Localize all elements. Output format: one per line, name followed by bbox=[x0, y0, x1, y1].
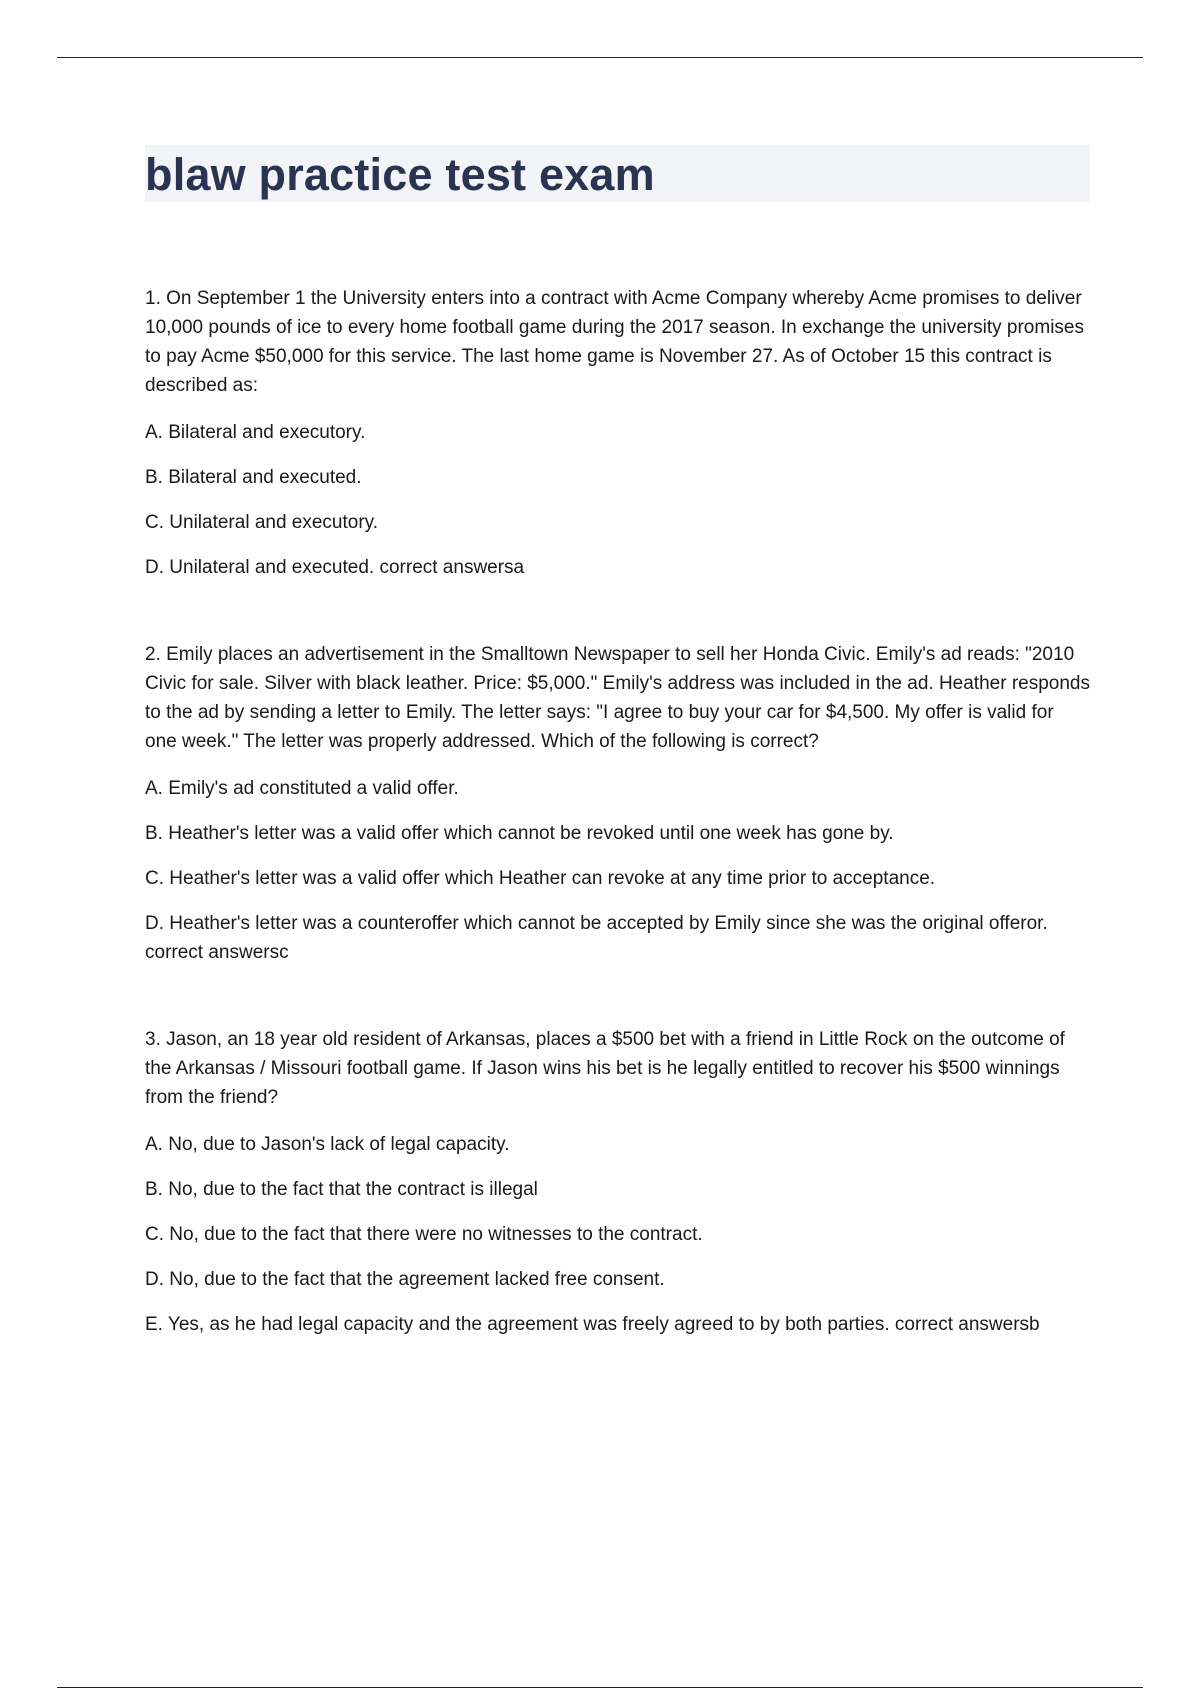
answer-option-d: D. Unilateral and executed. correct answersa bbox=[145, 557, 525, 578]
title-bar bbox=[145, 145, 1090, 202]
question-stem: 1. On September 1 the University enters into a contract with Acme Company whereby Acme promises to deliver 10,000 pounds of ice to every home football game during the 2017 season. In exchange the university promises to pay Acme $50,000 for this service. The last home game is November 27. As of October 15 this contract is described as: bbox=[145, 288, 1084, 396]
answer-option-d: D. Heather's letter was a counteroffer which cannot be accepted by Emily since she was the original offeror. correct answersc bbox=[145, 913, 1048, 963]
question-1 bbox=[145, 284, 1090, 582]
document-title: blaw practice test exam bbox=[145, 149, 655, 200]
answer-option-b: B. No, due to the fact that the contract is illegal bbox=[145, 1179, 538, 1200]
answer-option-c: C. Unilateral and executory. bbox=[145, 512, 379, 533]
question-3 bbox=[145, 1025, 1090, 1339]
footer-rule bbox=[57, 1687, 1143, 1688]
question-2 bbox=[145, 640, 1090, 967]
answer-option-c: C. No, due to the fact that there were no witnesses to the contract. bbox=[145, 1224, 703, 1245]
answer-option-c: C. Heather's letter was a valid offer which Heather can revoke at any time prior to acceptance. bbox=[145, 868, 936, 889]
answer-option-e: E. Yes, as he had legal capacity and the agreement was freely agreed to by both parties. correct answersb bbox=[145, 1314, 1040, 1335]
answer-option-a: A. No, due to Jason's lack of legal capacity. bbox=[145, 1134, 510, 1155]
answer-option-d: D. No, due to the fact that the agreement lacked free consent. bbox=[145, 1269, 665, 1290]
answer-option-b: B. Heather's letter was a valid offer which cannot be revoked until one week has gone by. bbox=[145, 823, 894, 844]
answer-option-a: A. Bilateral and executory. bbox=[145, 422, 366, 443]
page-content bbox=[145, 145, 1090, 1355]
question-stem: 3. Jason, an 18 year old resident of Arkansas, places a $500 bet with a friend in Little Rock on the outcome of the Arkansas / Missouri football game. If Jason wins his bet is he legally entitled to recover his $500 winnings from the friend? bbox=[145, 1029, 1065, 1108]
header-rule bbox=[57, 57, 1143, 58]
answer-option-b: B. Bilateral and executed. bbox=[145, 467, 362, 488]
question-stem: 2. Emily places an advertisement in the Smalltown Newspaper to sell her Honda Civic. Emily's ad reads: "2010 Civic for sale. Silver with black leather. Price: $5,000." Emily's address was included in the ad. Heather responds to the ad by sending a letter to Emily. The letter says: "I agree to buy your car for $4,500. My offer is valid for one week." The letter was properly addressed. Which of the following is correct? bbox=[145, 644, 1090, 752]
answer-option-a: A. Emily's ad constituted a valid offer. bbox=[145, 778, 459, 799]
